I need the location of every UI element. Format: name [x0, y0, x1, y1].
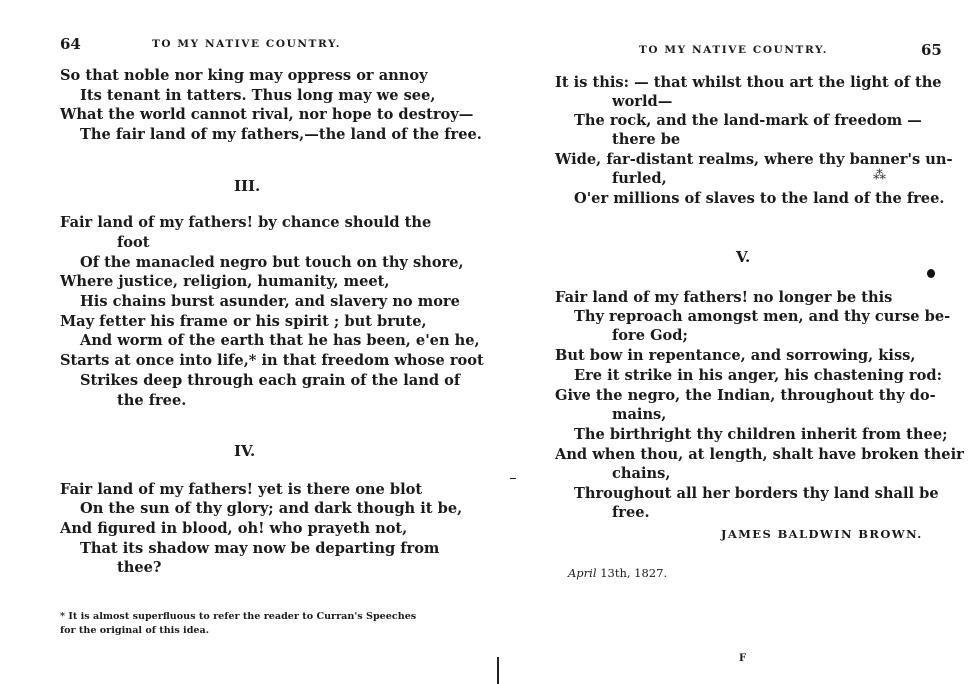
verse-line: the free.: [117, 392, 187, 409]
verse-line: furled,: [612, 170, 667, 187]
date-day: 13th,: [600, 566, 631, 580]
section-heading: III.: [234, 177, 261, 195]
verse-line: The birthright thy children inherit from thee;: [574, 426, 948, 443]
section-heading: IV.: [234, 442, 256, 460]
footnote-line: for the original of this idea.: [60, 625, 210, 636]
verse-line: Ere it strike in his anger, his chastening rod:: [574, 367, 942, 384]
verse-line: O'er millions of slaves to the land of the free.: [574, 190, 945, 207]
verse-line: May fetter his frame or his spirit ; but brute,: [60, 313, 427, 330]
date-year: 1827.: [634, 566, 668, 580]
verse-line: So that noble nor king may oppress or annoy: [60, 67, 428, 84]
page-number: 64: [60, 35, 81, 53]
verse-line: It is this: — that whilst thou art the light of the: [555, 74, 942, 91]
verse-line: Its tenant in tatters. Thus long may we see,: [80, 87, 436, 104]
verse-line: thee?: [117, 559, 162, 576]
verse-line: That its shadow may now be departing from: [80, 540, 440, 557]
footnote-line: * It is almost superfluous to refer the reader to Curran's Speeches: [60, 611, 417, 622]
verse-line: Wide, far-distant realms, where thy banner's un-: [555, 151, 953, 168]
verse-line: Of the manacled negro but touch on thy shore,: [80, 254, 464, 271]
page-number: 65: [921, 41, 942, 59]
verse-line: Fair land of my fathers! by chance should the: [60, 214, 432, 231]
verse-line: And worm of the earth that he has been, e'en he,: [80, 332, 480, 349]
section-heading: V.: [736, 248, 751, 266]
verse-line: And when thou, at length, shalt have broken their: [555, 446, 964, 463]
verse-line: Starts at once into life,* in that freedom whose root: [60, 352, 484, 369]
verse-line: The rock, and the land-mark of freedom —: [574, 112, 922, 129]
verse-line: His chains burst asunder, and slavery no more: [80, 293, 460, 310]
verse-line: fore God;: [612, 327, 688, 344]
verse-line: And figured in blood, oh! who prayeth not,: [60, 520, 408, 537]
verse-line: What the world cannot rival, nor hope to destroy—: [60, 106, 474, 123]
running-head: TO MY NATIVE COUNTRY.: [152, 38, 341, 50]
verse-line: chains,: [612, 465, 671, 482]
verse-line: Where justice, religion, humanity, meet,: [60, 273, 390, 290]
right-page: [490, 0, 980, 684]
verse-line: Throughout all her borders thy land shall be: [574, 485, 939, 502]
author-signature: JAMES BALDWIN BROWN.: [721, 527, 923, 541]
ink-dot: [927, 269, 935, 278]
verse-line: foot: [117, 234, 150, 251]
verse-line: there be: [612, 131, 681, 148]
signature-mark: F: [739, 653, 747, 664]
date-month: April: [568, 566, 597, 580]
verse-line: Strikes deep through each grain of the land of: [80, 372, 461, 389]
running-head: TO MY NATIVE COUNTRY.: [639, 44, 828, 56]
verse-line: But bow in repentance, and sorrowing, kiss,: [555, 347, 916, 364]
verse-line: On the sun of thy glory; and dark though it be,: [80, 500, 463, 517]
verse-line: Give the negro, the Indian, throughout thy do-: [555, 387, 936, 404]
verse-line: free.: [612, 504, 650, 521]
verse-line: world—: [612, 93, 673, 110]
verse-line: Fair land of my fathers! yet is there one blot: [60, 481, 423, 498]
verse-line: Thy reproach amongst men, and thy curse be-: [574, 308, 951, 325]
verse-line: mains,: [612, 406, 667, 423]
date-line: [568, 566, 667, 580]
verse-line: Fair land of my fathers! no longer be this: [555, 289, 893, 306]
verse-line: The fair land of my fathers,—the land of the free.: [80, 126, 482, 143]
ink-blot: ⁂: [873, 168, 886, 183]
